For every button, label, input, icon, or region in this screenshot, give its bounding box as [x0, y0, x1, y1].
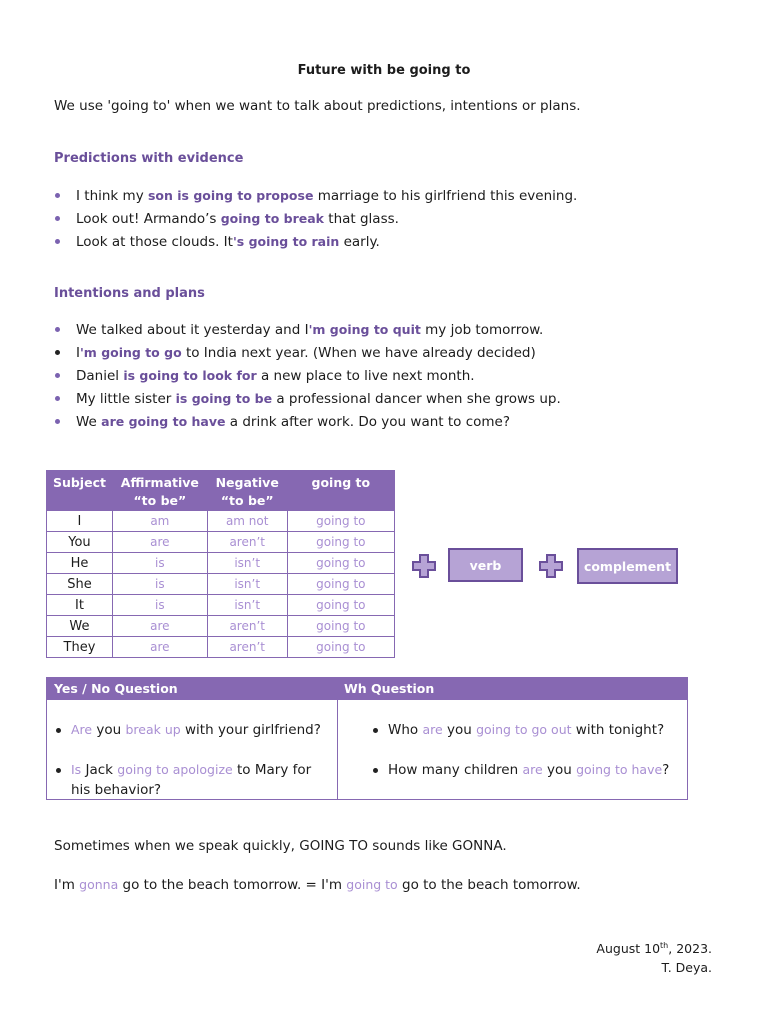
table-cell: It — [47, 595, 113, 616]
plus-icon — [412, 554, 436, 578]
gonna-example: I'm gonna go to the beach tomorrow. = I'm going to go to the beach tomorrow. — [54, 877, 581, 893]
table-row — [47, 637, 395, 658]
table-row — [47, 574, 395, 595]
table-cell: going to — [287, 595, 394, 616]
table-cell: going to — [287, 574, 394, 595]
table-cell: aren’t — [207, 532, 287, 553]
table-cell: going to — [287, 511, 394, 532]
table-row — [47, 532, 395, 553]
plus-icon — [539, 554, 563, 578]
column-divider — [337, 700, 338, 800]
column-header: Affirmative “to be” — [112, 471, 207, 511]
complement-box: complement — [577, 548, 678, 584]
table-cell: is — [112, 595, 207, 616]
list-item: Daniel is going to look for a new place to live next month. — [76, 364, 561, 387]
table-cell: are — [112, 637, 207, 658]
footer-date: August 10th, 2023. — [596, 941, 712, 957]
table-cell: You — [47, 532, 113, 553]
yesno-question-2: Is Jack going to apologize to Mary for his behavior? — [71, 760, 311, 800]
table-cell: going to — [287, 637, 394, 658]
questions-header — [47, 678, 687, 700]
list-item: We talked about it yesterday and I'm going to quit my job tomorrow. — [76, 318, 561, 341]
table-cell: going to — [287, 553, 394, 574]
table-cell: isn’t — [207, 574, 287, 595]
footer-signature — [596, 936, 712, 977]
list-item: I'm going to go to India next year. (When we have already decided) — [76, 341, 561, 364]
table-cell: He — [47, 553, 113, 574]
table-cell: aren’t — [207, 637, 287, 658]
table-cell: I — [47, 511, 113, 532]
table-cell: aren’t — [207, 616, 287, 637]
table-row — [47, 553, 395, 574]
table-row — [47, 595, 395, 616]
table-header-row — [47, 471, 395, 511]
table-row — [47, 616, 395, 637]
list-item: I think my son is going to propose marriage to his girlfriend this evening. — [76, 184, 577, 207]
column-header: Subject — [47, 471, 113, 511]
yesno-header: Yes / No Question — [54, 681, 178, 696]
table-cell: isn’t — [207, 553, 287, 574]
table-cell: is — [112, 553, 207, 574]
table-cell: They — [47, 637, 113, 658]
table-row — [47, 511, 395, 532]
list-item: Look out! Armando’s going to break that glass. — [76, 207, 577, 230]
table-cell: is — [112, 574, 207, 595]
wh-header: Wh Question — [344, 681, 435, 696]
table-cell: She — [47, 574, 113, 595]
table-cell: are — [112, 532, 207, 553]
section-heading-predictions: Predictions with evidence — [54, 151, 244, 166]
gonna-note: Sometimes when we speak quickly, GOING TO sounds like GONNA. — [54, 838, 507, 854]
table-cell: are — [112, 616, 207, 637]
list-item: Look at those clouds. It's going to rain early. — [76, 230, 577, 253]
footer-author: T. Deya. — [661, 960, 712, 976]
wh-question-1: Who are you going to go out with tonight? — [388, 720, 664, 740]
table-cell: am — [112, 511, 207, 532]
table-cell: isn’t — [207, 595, 287, 616]
intentions-list — [76, 318, 561, 433]
table-cell: going to — [287, 532, 394, 553]
table-cell: going to — [287, 616, 394, 637]
table-cell: am not — [207, 511, 287, 532]
questions-table — [46, 677, 688, 800]
conjugation-table — [46, 470, 395, 658]
verb-box: verb — [448, 548, 523, 582]
predictions-list — [76, 184, 577, 253]
column-header: Negative “to be” — [207, 471, 287, 511]
page-title: Future with be going to — [297, 63, 471, 78]
wh-question-2: How many children are you going to have? — [388, 760, 669, 780]
yesno-question-1: Are you break up with your girlfriend? — [71, 720, 321, 740]
section-heading-intentions: Intentions and plans — [54, 286, 205, 301]
list-item: We are going to have a drink after work. Do you want to come? — [76, 410, 561, 433]
intro-text: We use 'going to' when we want to talk about predictions, intentions or plans. — [54, 98, 581, 114]
table-cell: We — [47, 616, 113, 637]
list-item: My little sister is going to be a professional dancer when she grows up. — [76, 387, 561, 410]
column-header: going to — [287, 471, 394, 511]
